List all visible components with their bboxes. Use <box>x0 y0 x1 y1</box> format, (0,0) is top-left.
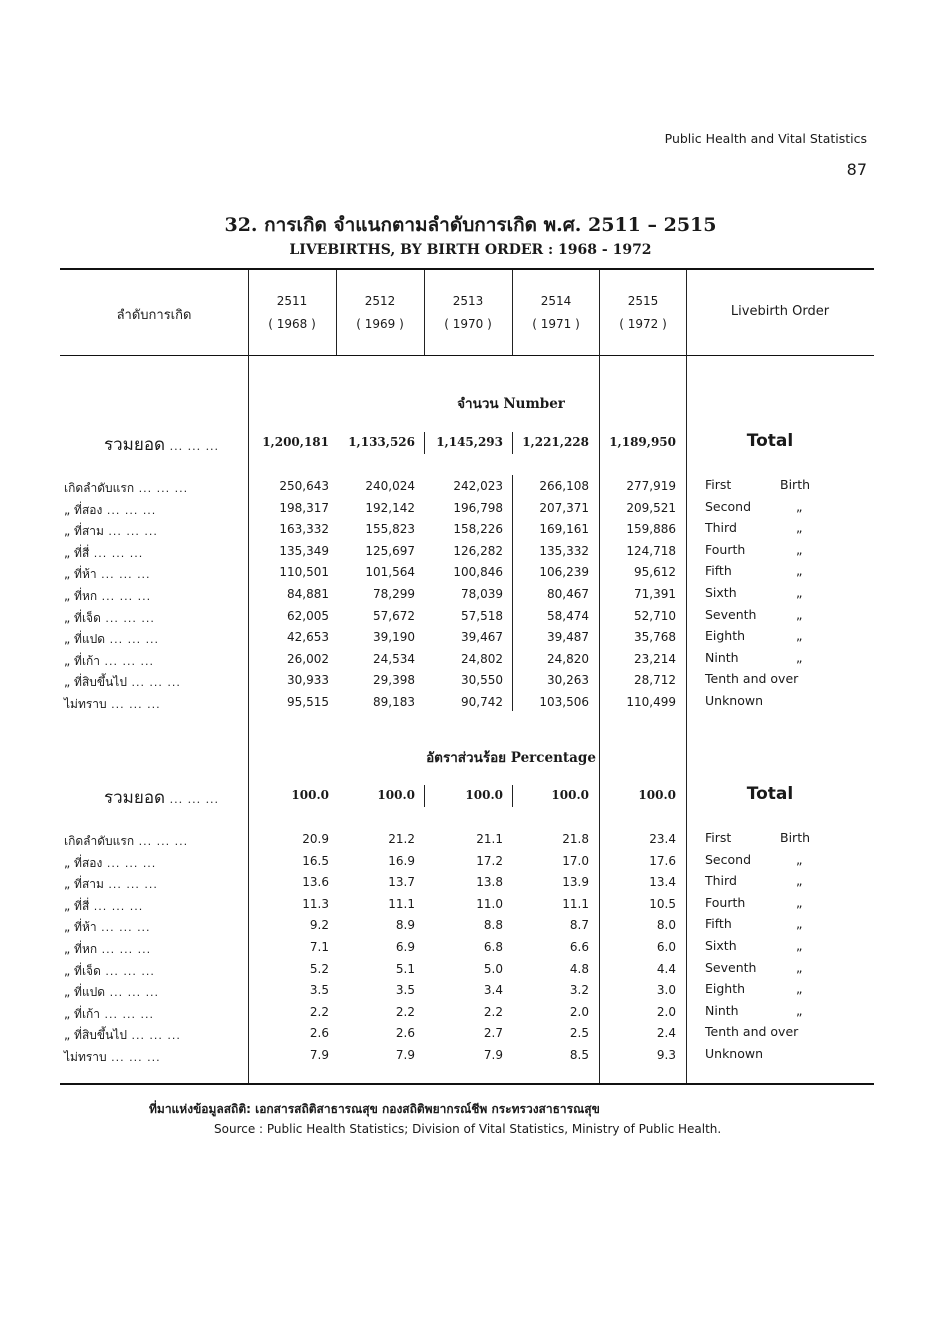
table-cell: 78,299 <box>373 587 415 601</box>
table-cell: 17.0 <box>562 853 589 868</box>
table-cell: 21.1 <box>476 832 503 846</box>
total-value: 1,221,228 <box>522 435 589 449</box>
row-label-english: Fifth <box>705 916 732 932</box>
table-cell: 6.9 <box>395 940 415 954</box>
table-cell: 2.4 <box>656 1026 676 1041</box>
table-cell: 209,521 <box>626 500 676 515</box>
row-label-thai: „ ที่สาม ... ... ... <box>64 524 158 539</box>
table-cell: 5.2 <box>309 961 329 976</box>
row-label-suffix: Birth <box>780 477 811 492</box>
total-value: 100.0 <box>638 788 676 802</box>
table-cell: 57,672 <box>373 608 415 623</box>
table-cell: 2.6 <box>309 1026 329 1041</box>
source-thai: ที่มาแห่งข้อมูลสถิติ: เอกสารสถิติสาธารณสุข กองสถิติพยากรณ์ชีพ กระทรวงสาธารณสุข <box>149 1102 600 1116</box>
row-label-suffix: „ <box>796 894 803 910</box>
row-label-suffix: „ <box>796 873 803 889</box>
table-cell: 7.9 <box>395 1048 415 1062</box>
year-header: 2515 ( 1972 ) <box>619 294 667 331</box>
table-cell: 24,802 <box>461 651 503 666</box>
total-value: 100.0 <box>377 788 415 802</box>
row-label-english: Fifth <box>705 563 732 579</box>
row-label-suffix: „ <box>796 606 803 622</box>
row-label-suffix: „ <box>796 649 803 665</box>
table-cell: 240,024 <box>365 479 415 493</box>
table-cell: 30,550 <box>461 673 503 688</box>
table-cell: 23,214 <box>634 651 676 666</box>
row-label-english: Ninth <box>705 1002 739 1018</box>
table-cell: 39,487 <box>547 630 589 645</box>
row-label-thai: เกิดลำดับแรก ... ... ... <box>64 834 189 848</box>
row-label-thai: „ ที่แปด ... ... ... <box>64 632 160 647</box>
page-number: 87 <box>846 160 867 179</box>
row-label-english: Fourth <box>705 541 746 557</box>
table-cell: 58,474 <box>547 608 589 623</box>
table-cell: 9.2 <box>309 918 329 933</box>
row-label-thai: „ ที่สี่ ... ... ... <box>64 545 144 560</box>
row-label-suffix: „ <box>796 585 803 600</box>
table-cell: 7.9 <box>309 1048 329 1062</box>
table-cell: 6.0 <box>656 940 676 954</box>
table-cell: 110,501 <box>279 565 329 580</box>
total-value: 100.0 <box>551 788 589 802</box>
table-cell: 29,398 <box>373 673 415 688</box>
table-cell: 8.5 <box>569 1048 589 1062</box>
table-cell: 2.5 <box>569 1026 589 1041</box>
row-label-thai: „ ที่สี่ ... ... ... <box>64 898 144 913</box>
row-label-thai: „ ที่หก ... ... ... <box>64 942 152 956</box>
table-cell: 124,718 <box>626 543 676 558</box>
year-header: 2512 ( 1969 ) <box>356 294 404 331</box>
table-cell: 155,823 <box>365 522 415 537</box>
total-value: 1,189,950 <box>609 435 676 449</box>
row-label-suffix: „ <box>796 520 803 536</box>
table-cell: 16.5 <box>302 853 329 868</box>
row-label-english: Second <box>705 851 752 867</box>
table-cell: 89,183 <box>373 695 415 709</box>
row-label-thai: „ ที่สอง ... ... ... <box>64 855 157 870</box>
row-label-thai: เกิดลำดับแรก ... ... ... <box>64 481 189 495</box>
table-cell: 11.0 <box>476 896 503 911</box>
table-cell: 3.2 <box>569 983 589 998</box>
table-cell: 24,820 <box>547 651 589 666</box>
row-label-english: Unknown <box>705 1046 764 1061</box>
column-divider <box>512 785 513 807</box>
section-label: จำนวน Number <box>457 396 565 412</box>
table-cell: 2.2 <box>309 1004 329 1019</box>
column-divider <box>512 475 513 711</box>
row-label-thai: „ ที่ห้า ... ... ... <box>64 567 151 582</box>
table-cell: 100,846 <box>453 565 503 580</box>
table-cell: 101,564 <box>365 565 415 580</box>
row-label-suffix: Birth <box>780 830 811 845</box>
table-cell: 90,742 <box>461 695 503 709</box>
row-label-english: Third <box>705 520 737 536</box>
table-cell: 207,371 <box>539 500 589 515</box>
table-cell: 266,108 <box>539 479 589 493</box>
table-cell: 84,881 <box>287 587 329 601</box>
row-label-english: Seventh <box>705 606 757 622</box>
table-cell: 21.2 <box>388 832 415 846</box>
table-cell: 5.0 <box>483 961 503 976</box>
row-label-thai: „ ที่สิบขึ้นไป ... ... ... <box>64 1028 181 1043</box>
table-cell: 110,499 <box>626 695 676 709</box>
table-cell: 78,039 <box>461 587 503 601</box>
table-cell: 8.7 <box>569 918 589 933</box>
year-header: 2514 ( 1971 ) <box>532 294 580 331</box>
section-label: อัตราส่วนร้อย Percentage <box>426 750 596 766</box>
table-bottom-rule <box>60 1083 874 1085</box>
table-cell: 2.7 <box>483 1026 503 1041</box>
table-cell: 8.0 <box>656 918 676 933</box>
table-cell: 7.1 <box>309 940 329 954</box>
row-label-suffix: „ <box>796 851 803 867</box>
table-cell: 198,317 <box>279 500 329 515</box>
table-cell: 13.4 <box>649 875 676 890</box>
row-label-english: Eighth <box>705 628 746 644</box>
row-label-suffix: „ <box>796 1002 803 1018</box>
row-label-thai: ไม่ทราบ ... ... ... <box>64 1050 161 1064</box>
row-label-english: Eighth <box>705 981 746 997</box>
table-cell: 106,239 <box>539 565 589 580</box>
table-cell: 24,534 <box>373 651 415 666</box>
row-label-english: Ninth <box>705 649 739 665</box>
row-label-suffix: „ <box>796 938 803 953</box>
row-label-thai: „ ที่เจ็ด ... ... ... <box>64 610 155 625</box>
table-cell: 52,710 <box>634 608 676 623</box>
table-cell: 30,933 <box>287 673 329 688</box>
table-cell: 42,653 <box>287 630 329 645</box>
total-value: 1,133,526 <box>348 435 415 449</box>
table-cell: 71,391 <box>634 587 676 601</box>
row-header-english: Livebirth Order <box>730 304 830 319</box>
table-cell: 8.8 <box>483 918 503 933</box>
row-label-thai: „ ที่สิบขึ้นไป ... ... ... <box>64 675 181 690</box>
row-label-suffix: „ <box>796 541 803 557</box>
row-label-english: Third <box>705 873 737 889</box>
table-cell: 57,518 <box>461 608 503 623</box>
table-cell: 13.8 <box>476 875 503 890</box>
table-cell: 2.6 <box>395 1026 415 1041</box>
table-cell: 11.1 <box>388 896 415 911</box>
table-cell: 5.1 <box>395 961 415 976</box>
table-cell: 39,190 <box>373 630 415 645</box>
row-label-english: Tenth and over <box>705 1024 799 1040</box>
row-label-english: Fourth <box>705 894 746 910</box>
table-cell: 13.7 <box>388 875 415 890</box>
table-cell: 39,467 <box>461 630 503 645</box>
table-cell: 95,612 <box>634 565 676 580</box>
table-cell: 196,798 <box>453 500 503 515</box>
table-cell: 6.8 <box>483 940 503 954</box>
table-cell: 80,467 <box>547 587 589 601</box>
row-label-english: Unknown <box>705 693 764 708</box>
table-cell: 11.3 <box>302 896 329 911</box>
row-label-suffix: „ <box>796 916 803 932</box>
row-label-thai: „ ที่สาม ... ... ... <box>64 877 158 892</box>
table-cell: 3.5 <box>395 983 415 998</box>
table-cell: 13.6 <box>302 875 329 890</box>
table-cell: 30,263 <box>547 673 589 688</box>
table-cell: 103,506 <box>539 695 589 709</box>
total-value: 100.0 <box>465 788 503 802</box>
table-cell: 3.0 <box>656 983 676 998</box>
row-label-suffix: „ <box>796 628 803 644</box>
table-cell: 135,349 <box>279 543 329 558</box>
table-cell: 10.5 <box>649 896 676 911</box>
table-cell: 2.2 <box>395 1004 415 1019</box>
row-label-thai: „ ที่หก ... ... ... <box>64 589 152 603</box>
table-cell: 3.5 <box>309 983 329 998</box>
table-cell: 26,002 <box>287 651 329 666</box>
table-cell: 4.4 <box>656 961 676 976</box>
table-cell: 277,919 <box>626 479 676 493</box>
source-english: Source : Public Health Statistics; Division of Vital Statistics, Ministry of Public Health. <box>214 1122 722 1136</box>
table-cell: 2.0 <box>569 1004 589 1019</box>
table-top-rule <box>60 268 874 270</box>
header-rule <box>60 355 874 356</box>
row-label-english: Seventh <box>705 959 757 975</box>
column-divider <box>424 432 425 454</box>
table-cell: 7.9 <box>483 1048 503 1062</box>
row-header-thai: ลำดับการเกิด <box>116 308 192 323</box>
running-title: Public Health and Vital Statistics <box>664 131 867 146</box>
table-title-thai: 32. การเกิด จำแนกตามลำดับการเกิด พ.ศ. 2511 – 2515 <box>224 214 717 236</box>
total-label-english: Total <box>746 784 794 804</box>
table-cell: 21.8 <box>562 832 589 846</box>
row-label-thai: ไม่ทราบ ... ... ... <box>64 697 161 711</box>
total-value: 1,200,181 <box>262 435 329 449</box>
row-label-suffix: „ <box>796 959 803 975</box>
total-value: 100.0 <box>291 788 329 802</box>
table-cell: 23.4 <box>649 832 676 846</box>
table-title-english: LIVEBIRTHS, BY BIRTH ORDER : 1968 - 1972 <box>289 242 652 258</box>
column-divider <box>248 270 249 1083</box>
row-label-suffix: „ <box>796 498 803 514</box>
table-cell: 9.3 <box>656 1048 676 1062</box>
row-label-english: Tenth and over <box>705 671 799 687</box>
row-label-english: Second <box>705 498 752 514</box>
table-cell: 16.9 <box>388 853 415 868</box>
year-header: 2511 ( 1968 ) <box>268 294 316 331</box>
table-cell: 8.9 <box>395 918 415 933</box>
total-label-english: Total <box>746 431 794 451</box>
table-cell: 163,332 <box>279 522 329 537</box>
table-cell: 20.9 <box>302 832 329 846</box>
row-label-suffix: „ <box>796 563 803 579</box>
table-cell: 192,142 <box>365 500 415 515</box>
table-cell: 3.4 <box>483 983 503 998</box>
row-label-thai: „ ที่เก้า ... ... ... <box>64 1006 155 1021</box>
table-cell: 2.2 <box>483 1004 503 1019</box>
table-cell: 17.6 <box>649 853 676 868</box>
row-label-thai: „ ที่แปด ... ... ... <box>64 985 160 1000</box>
row-label-english: First <box>705 830 732 845</box>
table-cell: 242,023 <box>453 479 503 493</box>
row-label-thai: „ ที่สอง ... ... ... <box>64 502 157 517</box>
column-divider <box>424 785 425 807</box>
table-cell: 13.9 <box>562 875 589 890</box>
column-divider <box>512 432 513 454</box>
row-label-english: Sixth <box>705 585 737 600</box>
table-cell: 6.6 <box>569 940 589 954</box>
table-cell: 250,643 <box>279 479 329 493</box>
row-label-thai: „ ที่เก้า ... ... ... <box>64 653 155 668</box>
row-label-english: Sixth <box>705 938 737 953</box>
table-cell: 126,282 <box>453 543 503 558</box>
table-cell: 159,886 <box>626 522 676 537</box>
total-label-thai: รวมยอด ... ... ... <box>104 788 220 808</box>
row-label-suffix: „ <box>796 981 803 997</box>
table-cell: 28,712 <box>634 673 676 688</box>
table-cell: 125,697 <box>365 543 415 558</box>
table-cell: 95,515 <box>287 695 329 709</box>
row-label-thai: „ ที่ห้า ... ... ... <box>64 920 151 935</box>
table-cell: 11.1 <box>562 896 589 911</box>
table-cell: 62,005 <box>287 608 329 623</box>
row-label-english: First <box>705 477 732 492</box>
table-cell: 135,332 <box>539 543 589 558</box>
table-cell: 2.0 <box>656 1004 676 1019</box>
year-header: 2513 ( 1970 ) <box>444 294 492 331</box>
total-label-thai: รวมยอด ... ... ... <box>104 435 220 455</box>
table-cell: 35,768 <box>634 630 676 645</box>
table-cell: 17.2 <box>476 853 503 868</box>
table-cell: 158,226 <box>453 522 503 537</box>
column-divider <box>686 270 687 1083</box>
table-cell: 169,161 <box>539 522 589 537</box>
table-cell: 4.8 <box>569 961 589 976</box>
row-label-thai: „ ที่เจ็ด ... ... ... <box>64 963 155 978</box>
total-value: 1,145,293 <box>436 435 503 449</box>
